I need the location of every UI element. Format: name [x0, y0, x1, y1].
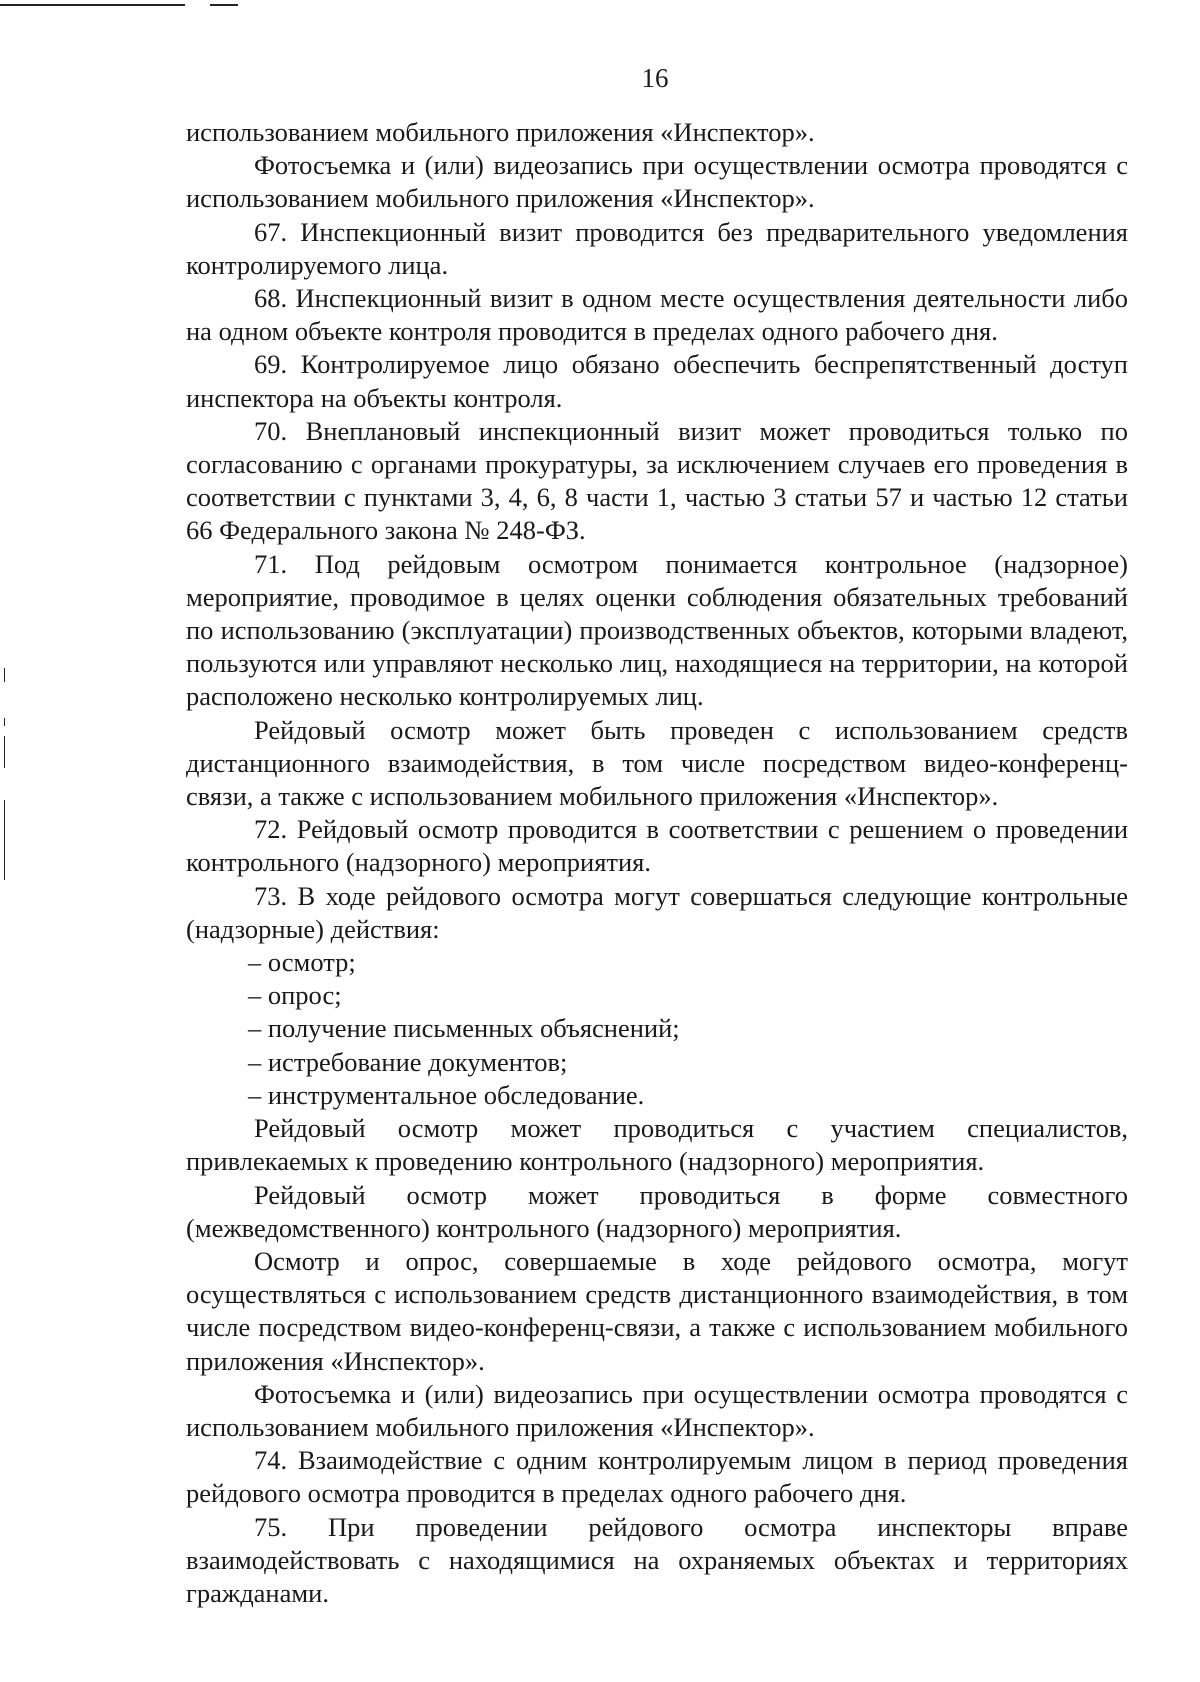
- paragraph: Фотосъемка и (или) видеозапись при осуществлении осмотра проводятся с использованием мобильного приложения «Инспектор».: [186, 1378, 1128, 1442]
- paragraph: 71. Под рейдовым осмотром понимается контрольное (надзорное) мероприятие, проводимое в целях оценки соблюдения обязательных требований по использованию (эксплуатации) производственных объектов, которыми владеют, пользуются или управляют несколько лиц, находящиеся на территории, на которой расположено несколько контролируемых лиц.: [186, 548, 1128, 712]
- paragraph: 74. Взаимодействие с одним контролируемым лицом в период проведения рейдового осмотра проводится в пределах одного рабочего дня.: [186, 1445, 1128, 1509]
- paragraph: Рейдовый осмотр может быть проведен с использованием средств дистанционного взаимодействия, в том числе посредством видео-конференц-связи, а также с использованием мобильного приложения «Инспектор».: [186, 714, 1128, 812]
- list-item: – инструментальное обследование.: [248, 1079, 645, 1110]
- paragraph: 67. Инспекционный визит проводится без предварительного уведомления контролируемого лица.: [186, 216, 1128, 280]
- scan-margin-mark: [4, 736, 5, 768]
- paragraph: Рейдовый осмотр может проводиться в форме совместного (межведомственного) контрольного (надзорного) мероприятия.: [186, 1179, 1128, 1243]
- paragraph: Фотосъемка и (или) видеозапись при осуществлении осмотра проводятся с использованием мобильного приложения «Инспектор».: [186, 150, 1128, 214]
- scan-margin-mark: [4, 800, 5, 880]
- document-body: [186, 116, 1128, 1610]
- scan-border-line: [210, 4, 238, 6]
- list-item: – осмотр;: [248, 947, 356, 978]
- scan-margin-mark: [4, 718, 5, 726]
- scan-margin-mark: [4, 668, 5, 682]
- paragraph: использованием мобильного приложения «Инспектор».: [186, 117, 815, 147]
- paragraph: 75. При проведении рейдового осмотра инспекторы вправе взаимодействовать с находящимися на охраняемых объектах и территориях гражданами.: [186, 1511, 1128, 1608]
- scan-border-line: [0, 4, 185, 6]
- paragraph: 72. Рейдовый осмотр проводится в соответствии с решением о проведении контрольного (надзорного) мероприятия.: [186, 814, 1128, 878]
- page-number: 16: [641, 63, 669, 93]
- paragraph: 69. Контролируемое лицо обязано обеспечить беспрепятственный доступ инспектора на объекты контроля.: [186, 349, 1128, 413]
- list-item: – опрос;: [248, 980, 342, 1011]
- paragraph: 73. В ходе рейдового осмотра могут совершаться следующие контрольные (надзорные) действия:: [186, 880, 1128, 944]
- paragraph: 68. Инспекционный визит в одном месте осуществления деятельности либо на одном объекте контроля проводится в пределах одного рабочего дня.: [186, 283, 1128, 347]
- list-item: – получение письменных объяснений;: [248, 1013, 680, 1044]
- paragraph: Осмотр и опрос, совершаемые в ходе рейдового осмотра, могут осуществляться с использованием средств дистанционного взаимодействия, в том числе посредством видео-конференц-связи, а также с использованием мобильного приложения «Инспектор».: [186, 1245, 1128, 1376]
- paragraph: 70. Внеплановый инспекционный визит может проводиться только по согласованию с органами прокуратуры, за исключением случаев его проведения в соответствии с пунктами 3, 4, 6, 8 части 1, частью 3 статьи 57 и частью 12 статьи 66 Федерального закона № 248-ФЗ.: [186, 415, 1128, 546]
- paragraph: Рейдовый осмотр может проводиться с участием специалистов, привлекаемых к проведению контрольного (надзорного) мероприятия.: [186, 1113, 1128, 1177]
- list-item: – истребование документов;: [248, 1046, 568, 1077]
